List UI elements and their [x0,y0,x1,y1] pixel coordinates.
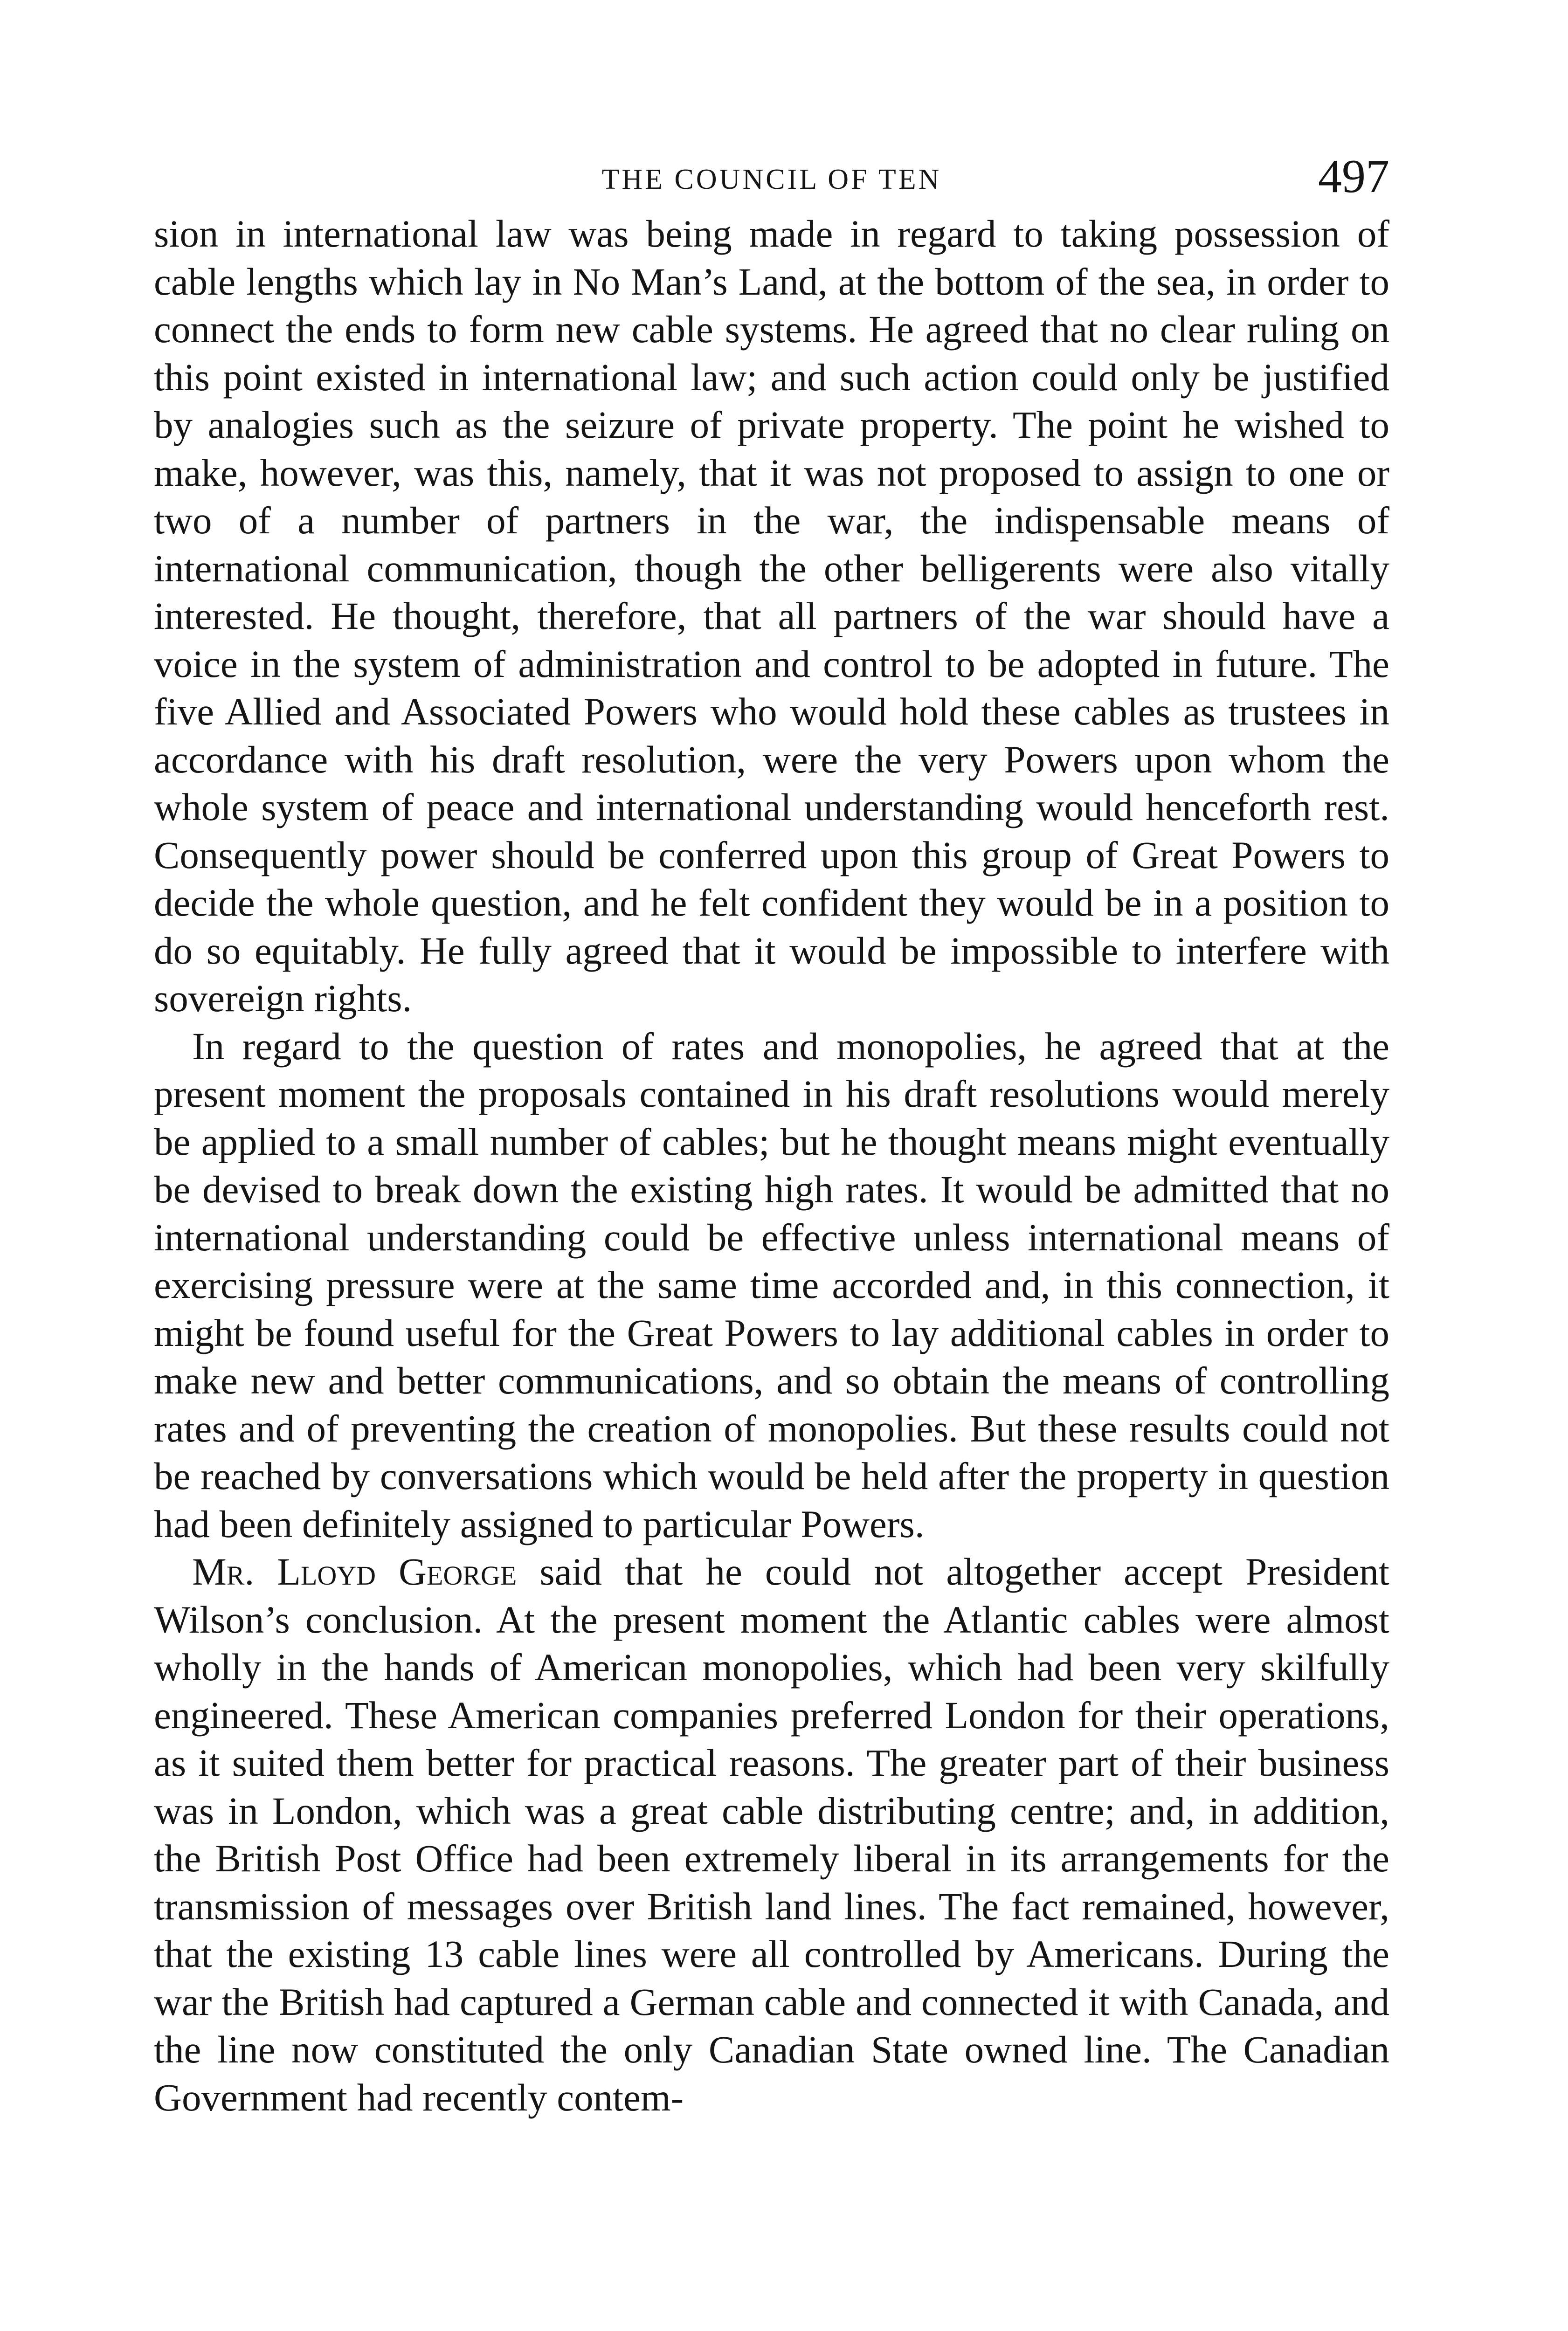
paragraph-rates-monopolies: In regard to the question of rates and monopolies, he agreed that at the present moment the proposals contained in his draft resolutions would merely be applied to a small number of cables; but he thought means might eventually be devised to break down the existing high rates. It would be admitted that no international understanding could be effective unless international means of exercising pressure were at the same time accorded and, in this connection, it might be found useful for the Great Powers to lay additional cables in order to make new and better communications, and so obtain the means of controlling rates and of preventing the creation of monopolies. But these results could not be reached by conversations which would be held after the property in question had been definitely assigned to particular Powers. [154,1024,1389,1545]
paragraph-lloyd-george [154,1548,1389,2121]
speaker-name: Mr. Lloyd George [192,1550,517,1593]
running-title: THE COUNCIL OF TEN [601,164,942,195]
paragraph-text: said that he could not altogether accept President Wilson’s conclusion. At the present moment the Atlantic cables were almost wholly in the hands of American monopolies, which had been very skilfully engineered. These American companies preferred London for their operations, as it suited them better for practical reasons. The greater part of their business was in London, which was a great cable distributing centre; and, in addition, the British Post Office had been extremely liberal in its arrangements for the transmission of messages over British land lines. The fact remained, however, that the existing 13 cable lines were all controlled by Americans. During the war the British had captured a German cable and connected it with Canada, and the line now constituted the only Canadian State owned line. The Canadian Government had recently contem- [154,1550,1389,2119]
page-number: 497 [1318,150,1389,203]
paragraph-continued: sion in international law was being made in regard to taking possession of cable lengths which lay in No Man’s Land, at the bottom of the sea, in order to connect the ends to form new cable systems. He agreed that no clear ruling on this point existed in international law; and such action could only be justified by analogies such as the seizure of private property. The point he wished to make, however, was this, namely, that it was not proposed to assign to one or two of a number of partners in the war, the indispensable means of international communication, though the other belligerents were also vitally interested. He thought, therefore, that all partners of the war should have a voice in the system of administration and control to be adopted in future. The five Allied and Associated Powers who would hold these cables as trustees in accordance with his draft resolution, were the very Powers upon whom the whole system of peace and international understanding would henceforth rest. Consequently power should be conferred upon this group of Great Powers to decide the whole question, and he felt confident they would be in a position to do so equitably. He fully agreed that it would be impossible to interfere with sovereign rights. [154,212,1389,1020]
body-text [154,210,1389,2121]
page-content [154,140,1389,2121]
page-header [154,140,1389,210]
